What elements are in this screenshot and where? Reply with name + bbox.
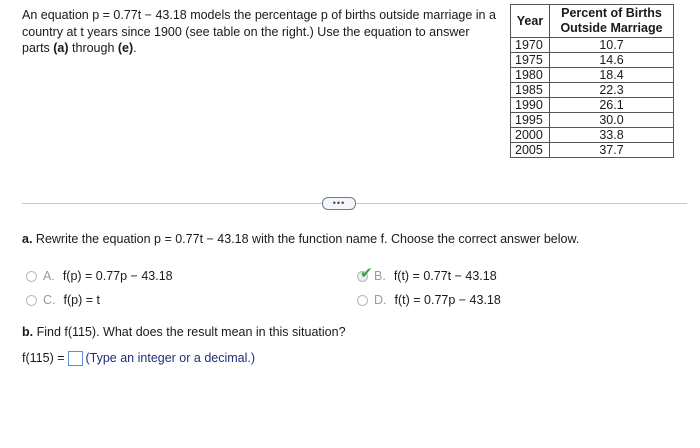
option-c-letter: C. [43, 293, 56, 307]
table-row [511, 143, 674, 158]
part-b-label: b. [22, 325, 34, 339]
option-a-text: f(p) = 0.77p − 43.18 [62, 269, 173, 283]
intro-line-2: country at t years since 1900 (see table on the right.) Use the equation to answer [22, 24, 470, 39]
answer-prefix: f(115) = [22, 351, 65, 365]
option-a[interactable] [26, 268, 173, 284]
option-d[interactable] [357, 292, 501, 308]
part-a-question [22, 231, 579, 247]
more-content-button[interactable]: ••• [322, 197, 356, 210]
option-a-radio[interactable] [26, 271, 37, 282]
percent-cell: 33.8 [550, 128, 674, 143]
births-data-table [510, 4, 674, 158]
option-b-letter: B. [374, 269, 386, 283]
percent-cell: 14.6 [550, 53, 674, 68]
year-cell: 1990 [511, 98, 550, 113]
year-cell: 1970 [511, 38, 550, 53]
answer-hint: (Type an integer or a decimal.) [85, 351, 256, 365]
year-cell: 1995 [511, 113, 550, 128]
part-a-ref: (a) [53, 41, 69, 55]
intro-line-3-pre: parts [22, 41, 54, 55]
year-cell: 1975 [511, 53, 550, 68]
table-row [511, 38, 674, 53]
table-row [511, 98, 674, 113]
part-b-question [22, 324, 346, 340]
table-row [511, 53, 674, 68]
part-b-answer-row [22, 350, 255, 366]
option-c-text: f(p) = t [63, 293, 100, 307]
option-b-text: f(t) = 0.77t − 43.18 [393, 269, 497, 283]
intro-line-3-mid: through [68, 41, 118, 55]
percent-cell: 10.7 [550, 38, 674, 53]
option-d-radio[interactable] [357, 295, 368, 306]
percent-cell: 30.0 [550, 113, 674, 128]
option-b[interactable] [357, 264, 497, 284]
year-cell: 1985 [511, 83, 550, 98]
table-row [511, 68, 674, 83]
problem-intro [22, 7, 510, 57]
table-row [511, 83, 674, 98]
part-e-ref: (e) [117, 41, 134, 55]
option-a-letter: A. [43, 269, 55, 283]
header-year: Year [511, 5, 550, 38]
percent-cell: 22.3 [550, 83, 674, 98]
part-a-label: a. [22, 232, 33, 246]
year-cell: 2000 [511, 128, 550, 143]
option-c[interactable] [26, 292, 100, 308]
option-d-letter: D. [374, 293, 387, 307]
option-c-radio[interactable] [26, 295, 37, 306]
part-a-text: Rewrite the equation p = 0.77t − 43.18 with the function name f. Choose the correct answer below. [32, 232, 580, 246]
option-b-radio[interactable] [357, 264, 373, 282]
checkmark-icon: ✔ [360, 264, 373, 282]
part-b-text: Find f(115). What does the result mean in this situation? [33, 325, 346, 339]
year-cell: 2005 [511, 143, 550, 158]
option-d-text: f(t) = 0.77p − 43.18 [394, 293, 501, 307]
percent-cell: 18.4 [550, 68, 674, 83]
header-percent: Percent of Births Outside Marriage [550, 5, 674, 38]
intro-line-1: An equation p = 0.77t − 43.18 models the percentage p of births outside marriage in a [22, 8, 496, 22]
answer-input[interactable] [68, 351, 83, 366]
table-row [511, 113, 674, 128]
table-row [511, 128, 674, 143]
table-header-row [511, 5, 674, 38]
percent-cell: 37.7 [550, 143, 674, 158]
intro-line-3-end: . [133, 41, 137, 55]
year-cell: 1980 [511, 68, 550, 83]
percent-cell: 26.1 [550, 98, 674, 113]
